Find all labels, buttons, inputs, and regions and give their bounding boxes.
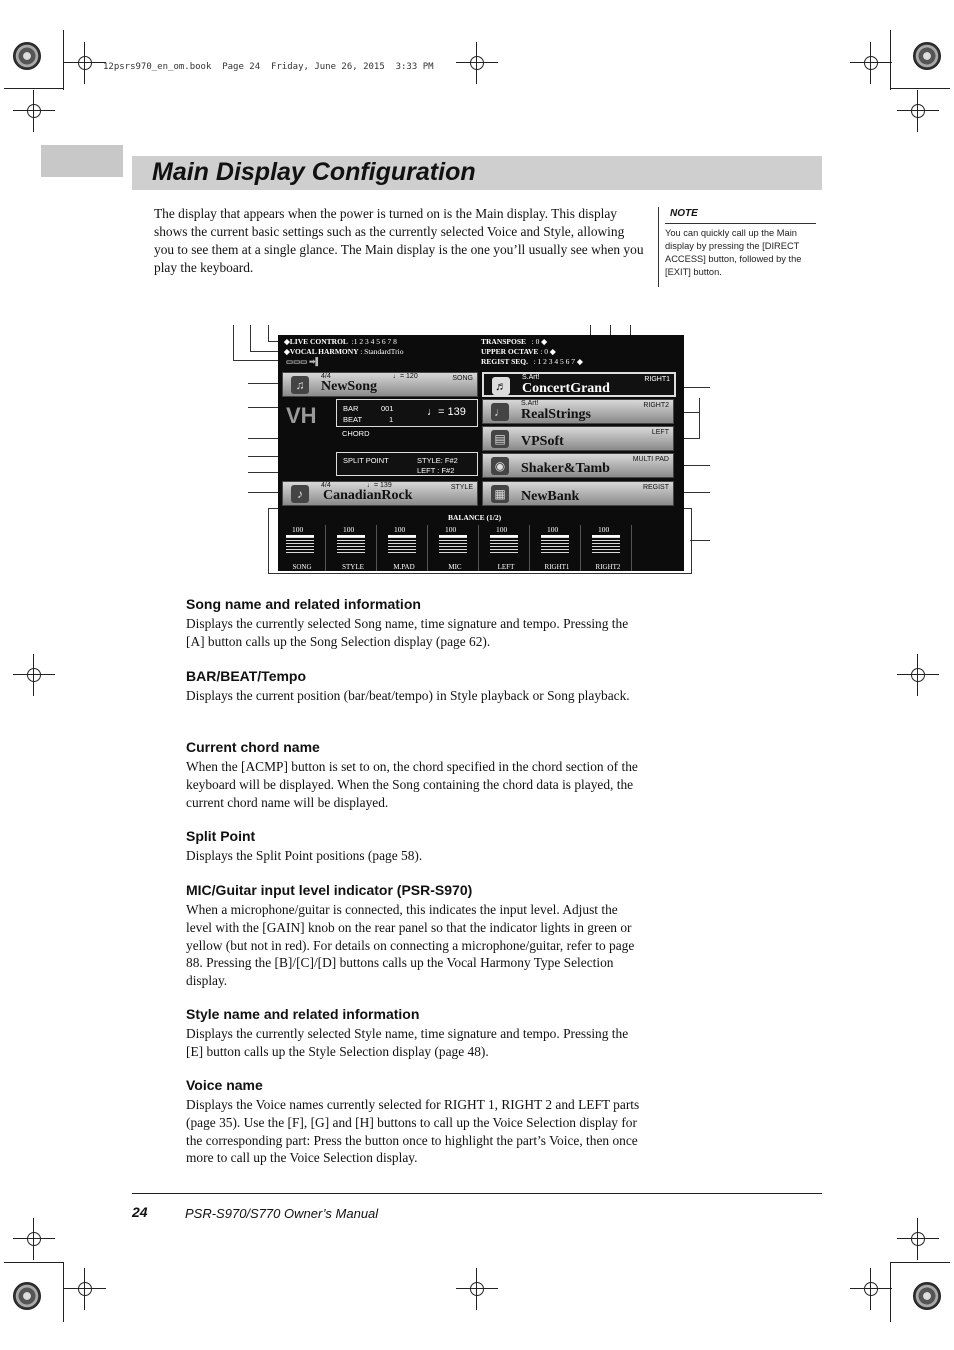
balance-mixer bbox=[278, 513, 684, 571]
multipad-tag: MULTI PAD bbox=[632, 456, 669, 463]
regist-name: NewBank bbox=[521, 489, 580, 504]
mixer-channel-song[interactable] bbox=[278, 525, 326, 571]
right2-tag: RIGHT2 bbox=[643, 402, 669, 409]
channel-value: 100 bbox=[343, 525, 355, 534]
right1-voice-slot[interactable] bbox=[482, 372, 676, 397]
trim-line bbox=[890, 88, 950, 89]
channel-value: 100 bbox=[445, 525, 457, 534]
section-body: Displays the Voice names currently selected for RIGHT 1, RIGHT 2 and LEFT parts (page 35). Use the [F], [G] and [H] buttons to call up the Voice Selection display for the corresponding part: Press the button once to highlight the part’s Voice, then once more to call up the Voice Selection display. bbox=[186, 1097, 640, 1166]
split-left-value: LEFT : F#2 bbox=[417, 466, 455, 475]
split-point-box bbox=[336, 452, 478, 476]
vh-logo: VH bbox=[286, 403, 317, 428]
mixer-channel-right2[interactable] bbox=[584, 525, 632, 571]
beat-value: 1 bbox=[389, 415, 394, 424]
section-body: Displays the currently selected Song name, time signature and tempo. Pressing the [A] button calls up the Song Selection display (page 62). bbox=[186, 616, 629, 649]
regist-slot[interactable] bbox=[482, 481, 674, 506]
leader-line bbox=[268, 325, 269, 341]
channel-name: M.PAD bbox=[393, 563, 415, 571]
section-heading: BAR/BEAT/Tempo bbox=[186, 668, 307, 684]
music-note-icon: ♫ bbox=[291, 376, 309, 394]
manual-title: PSR-S970/S770 Owner’s Manual bbox=[185, 1206, 379, 1221]
leader-line bbox=[233, 325, 234, 361]
section-body: When the [ACMP] button is set to on, the chord specified in the chord section of the keyboard will be displayed. When the Song containing the chord data is played, the current chord name will be displayed. bbox=[186, 759, 638, 810]
trim-line bbox=[890, 30, 891, 90]
note-label: NOTE bbox=[670, 208, 698, 219]
registration-bank-icon: ▦ bbox=[491, 485, 509, 503]
leader-line bbox=[233, 360, 281, 361]
mixer-channel-style[interactable] bbox=[329, 525, 377, 571]
channel-value: 100 bbox=[496, 525, 508, 534]
live-control-row: ◆LIVE CONTROL :1 2 3 4 5 6 7 8 bbox=[284, 337, 397, 346]
trim-line bbox=[890, 1262, 891, 1322]
trim-line bbox=[890, 1262, 950, 1263]
page-number: 24 bbox=[132, 1204, 148, 1220]
bar-beat-box bbox=[336, 399, 478, 427]
right1-sart: S.Art! bbox=[522, 374, 540, 381]
crosshair-mark bbox=[905, 1226, 931, 1252]
channel-fader[interactable] bbox=[286, 535, 314, 555]
channel-name: MIC bbox=[448, 563, 462, 571]
trim-line bbox=[63, 1262, 64, 1322]
bar-label: BAR bbox=[343, 404, 359, 413]
split-label: SPLIT POINT bbox=[343, 456, 389, 465]
channel-fader[interactable] bbox=[592, 535, 620, 555]
crosshair-mark bbox=[858, 50, 884, 76]
section-body: Displays the currently selected Style name, time signature and tempo. Pressing the [E] button calls up the Style Selection display (page 48). bbox=[186, 1026, 629, 1059]
song-name: NewSong bbox=[321, 379, 378, 394]
song-tempo: ♩= 120 bbox=[393, 373, 418, 380]
regist-seq-row: REGIST SEQ. : 1 2 3 4 5 6 7 ◆ bbox=[481, 357, 583, 366]
style-slot[interactable] bbox=[282, 481, 478, 506]
leader-line bbox=[250, 325, 251, 351]
tempo-value: ♩= 139 bbox=[427, 406, 466, 418]
mixer-channel-mpad[interactable] bbox=[380, 525, 428, 571]
section-heading: Current chord name bbox=[186, 739, 320, 755]
page-title: Main Display Configuration bbox=[152, 158, 476, 186]
footer-rule bbox=[132, 1193, 822, 1194]
transpose-row: TRANSPOSE : 0 ◆ bbox=[481, 337, 548, 346]
style-tempo: ♩= 139 bbox=[367, 482, 392, 489]
balance-title: BALANCE (1/2) bbox=[448, 513, 502, 522]
right1-tag: RIGHT1 bbox=[644, 376, 670, 383]
right1-name: ConcertGrand bbox=[522, 381, 610, 396]
section-body: Displays the Split Point positions (page 58). bbox=[186, 848, 423, 863]
registration-rosette-top-left bbox=[13, 42, 41, 70]
channel-value: 100 bbox=[394, 525, 406, 534]
strings-icon: ♩ bbox=[491, 403, 509, 421]
registration-rosette-top-right bbox=[913, 42, 941, 70]
crosshair-mark bbox=[858, 1276, 884, 1302]
crosshair-mark bbox=[905, 662, 931, 688]
upper-octave-row: UPPER OCTAVE : 0 ◆ bbox=[481, 347, 556, 356]
note-text: You can quickly call up the Main display by pressing the [DIRECT ACCESS] button, followed by the [EXIT] button. bbox=[665, 228, 802, 277]
section-heading: Song name and related information bbox=[186, 596, 421, 612]
trim-line bbox=[4, 88, 64, 89]
right2-voice-slot[interactable] bbox=[482, 399, 674, 424]
note-rule bbox=[665, 223, 816, 224]
beat-label: BEAT bbox=[343, 415, 363, 424]
channel-name: RIGHT1 bbox=[544, 563, 570, 571]
section-heading: MIC/Guitar input level indicator (PSR-S970) bbox=[186, 882, 473, 898]
section-heading: Split Point bbox=[186, 828, 256, 844]
channel-fader[interactable] bbox=[490, 535, 518, 555]
intro-paragraph: The display that appears when the power is turned on is the Main display. This display shows the current basic settings such as the currently selected Voice and Style, allowing you to see them at a single glance. The Main display is the one you’ll usually see when you play the keyboard. bbox=[154, 206, 644, 275]
channel-value: 100 bbox=[547, 525, 559, 534]
leader-line bbox=[690, 540, 710, 541]
registration-rosette-bottom-left bbox=[13, 1282, 41, 1310]
crosshair-mark bbox=[21, 662, 47, 688]
channel-value: 100 bbox=[598, 525, 610, 534]
registration-rosette-bottom-right bbox=[913, 1282, 941, 1310]
song-tag: SONG bbox=[452, 375, 473, 382]
section-tab bbox=[41, 145, 123, 177]
crosshair-mark bbox=[464, 50, 490, 76]
mixer-channel-mic[interactable] bbox=[431, 525, 479, 571]
mixer-channel-right1[interactable] bbox=[533, 525, 581, 571]
leader-line bbox=[699, 398, 700, 439]
channel-name: LEFT bbox=[497, 563, 515, 571]
print-stamp: 12psrs970_en_om.book Page 24 Friday, June 26, 2015 3:33 PM bbox=[103, 62, 434, 72]
mixer-channel-left[interactable] bbox=[482, 525, 530, 571]
crosshair-mark bbox=[72, 1276, 98, 1302]
section-heading: Style name and related information bbox=[186, 1006, 420, 1022]
left-name: VPSoft bbox=[521, 434, 564, 449]
crosshair-mark bbox=[905, 98, 931, 124]
mic-level-indicator: ▭▭▭ ➡▌ bbox=[286, 357, 321, 366]
crosshair-mark bbox=[464, 1276, 490, 1302]
style-name: CanadianRock bbox=[323, 488, 413, 503]
main-display-screenshot bbox=[278, 335, 684, 571]
drum-icon: ◉ bbox=[491, 457, 509, 475]
right2-sart: S.Art! bbox=[521, 400, 539, 407]
chord-label: CHORD bbox=[342, 429, 370, 438]
section-body: When a microphone/guitar is connected, this indicates the input level. Adjust the level with the [GAIN] knob on the rear panel so that the indicator lights in green or yellow (but not in red). For details on connecting a microphone/guitar, refer to page 88. Pressing the [B]/[C]/[D] buttons calls up the Vocal Harmony Type Selection display. bbox=[186, 902, 635, 989]
trim-line bbox=[63, 30, 64, 90]
section-heading: Voice name bbox=[186, 1077, 263, 1093]
guitar-icon: ♪ bbox=[291, 485, 309, 503]
channel-fader[interactable] bbox=[439, 535, 467, 555]
crosshair-mark bbox=[72, 50, 98, 76]
trim-line bbox=[4, 1262, 64, 1263]
piano-icon: ♬ bbox=[492, 377, 510, 395]
bar-value: 001 bbox=[381, 404, 394, 413]
song-slot[interactable] bbox=[282, 372, 478, 397]
channel-name: STYLE bbox=[342, 563, 364, 571]
channel-fader[interactable] bbox=[337, 535, 365, 555]
regist-tag: REGIST bbox=[642, 484, 669, 491]
channel-value: 100 bbox=[292, 525, 304, 534]
split-style-value: STYLE: F#2 bbox=[417, 456, 458, 465]
section-body: Displays the current position (bar/beat/tempo) in Style playback or Song playback. bbox=[186, 688, 630, 703]
left-voice-slot[interactable] bbox=[482, 426, 674, 451]
keyboard-icon: ▤ bbox=[491, 430, 509, 448]
channel-fader[interactable] bbox=[388, 535, 416, 555]
crosshair-mark bbox=[21, 1226, 47, 1252]
multipad-name: Shaker&Tamb bbox=[521, 461, 610, 476]
channel-name: RIGHT2 bbox=[595, 563, 621, 571]
leader-line bbox=[248, 383, 282, 384]
leader-line bbox=[250, 351, 281, 352]
crosshair-mark bbox=[21, 98, 47, 124]
left-tag: LEFT bbox=[651, 429, 669, 436]
style-meter: 4/4 bbox=[321, 482, 331, 489]
right2-name: RealStrings bbox=[521, 407, 591, 422]
vocal-harmony-row: ◆VOCAL HARMONY : StandardTrio bbox=[284, 347, 404, 356]
channel-name: SONG bbox=[292, 563, 312, 571]
song-meter: 4/4 bbox=[321, 373, 331, 380]
style-tag: STYLE bbox=[450, 484, 473, 491]
channel-fader[interactable] bbox=[541, 535, 569, 555]
multipad-slot[interactable] bbox=[482, 453, 674, 478]
